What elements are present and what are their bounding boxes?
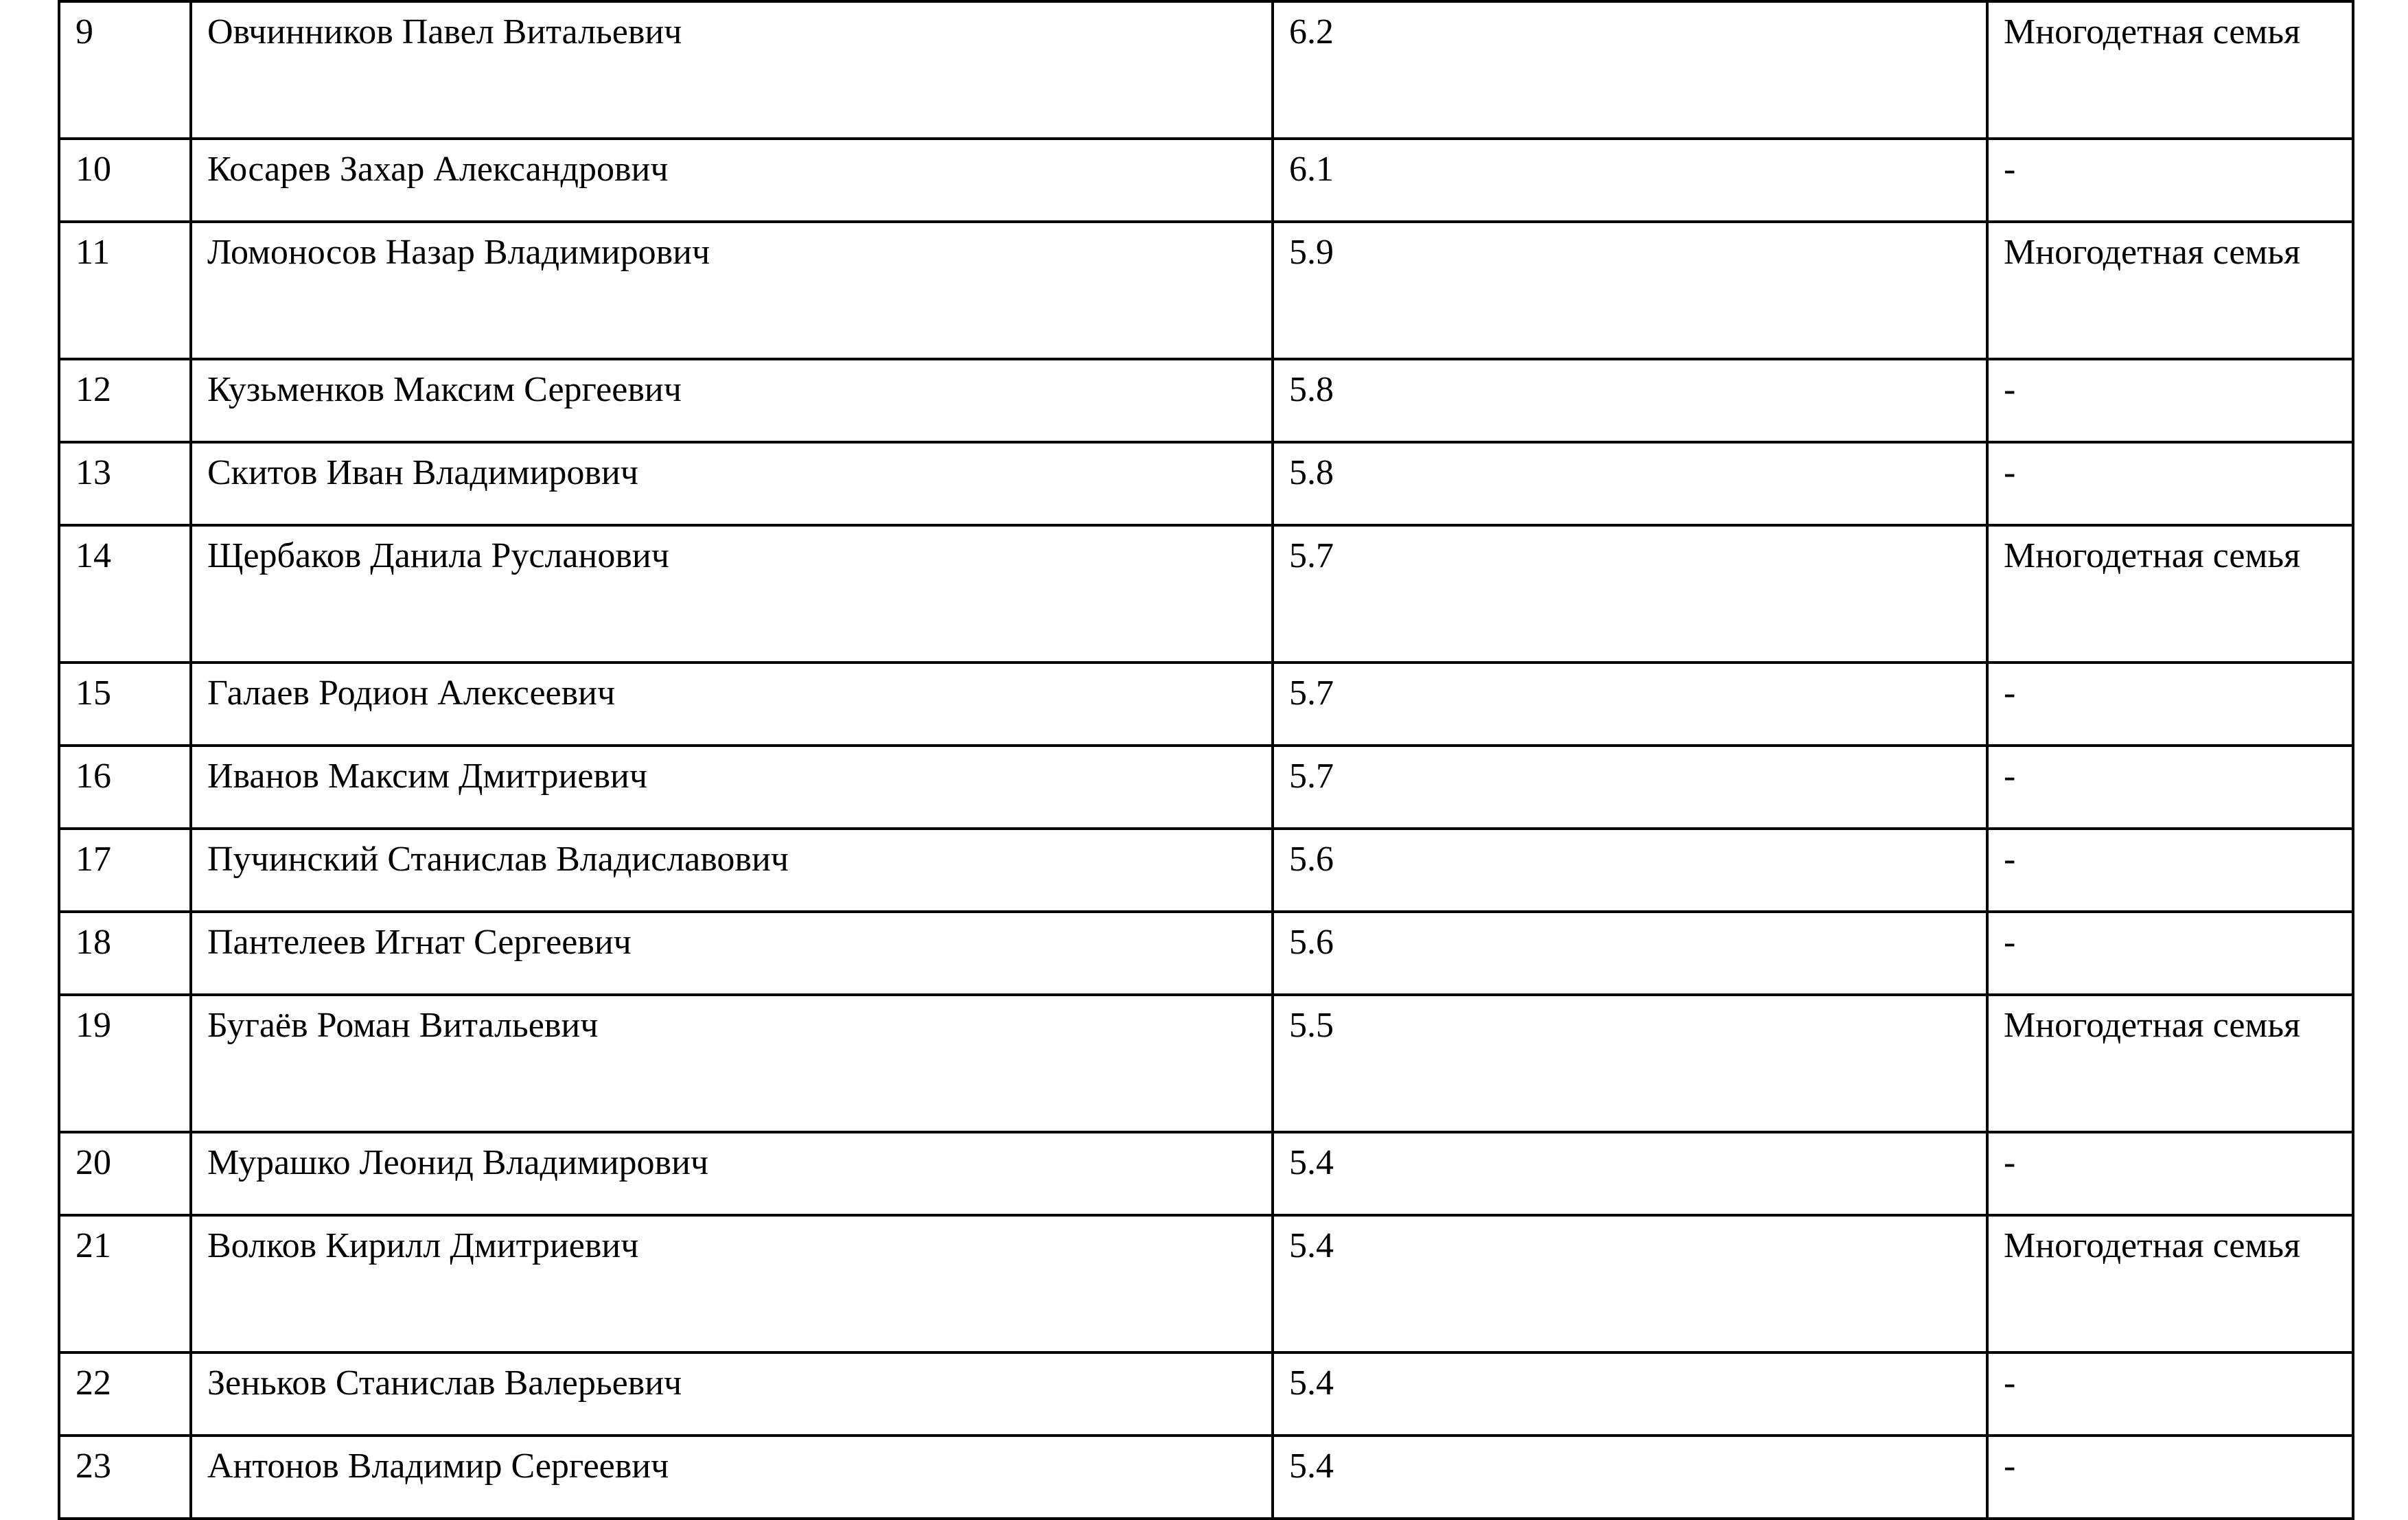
score-cell: 6.1 bbox=[1273, 139, 1987, 222]
note-cell: - bbox=[1987, 746, 2353, 829]
table-row bbox=[59, 525, 2353, 663]
score-cell: 5.8 bbox=[1273, 359, 1987, 442]
ranking-table bbox=[58, 0, 2354, 1520]
table-row bbox=[59, 663, 2353, 746]
score-cell: 6.2 bbox=[1273, 1, 1987, 139]
table-row bbox=[59, 829, 2353, 912]
full-name-cell: Бугаёв Роман Витальевич bbox=[191, 995, 1273, 1132]
score-cell: 5.7 bbox=[1273, 525, 1987, 663]
table-row bbox=[59, 139, 2353, 222]
full-name-cell: Зеньков Станислав Валерьевич bbox=[191, 1352, 1273, 1436]
note-cell: - bbox=[1987, 1352, 2353, 1436]
note-cell: - bbox=[1987, 359, 2353, 442]
row-number-cell: 22 bbox=[59, 1352, 191, 1436]
score-cell: 5.4 bbox=[1273, 1132, 1987, 1215]
table-row bbox=[59, 1352, 2353, 1436]
full-name-cell: Галаев Родион Алексеевич bbox=[191, 663, 1273, 746]
row-number-cell: 16 bbox=[59, 746, 191, 829]
table-row bbox=[59, 746, 2353, 829]
row-number-cell: 18 bbox=[59, 912, 191, 995]
score-cell: 5.4 bbox=[1273, 1352, 1987, 1436]
row-number-cell: 19 bbox=[59, 995, 191, 1132]
full-name-cell: Ломоносов Назар Владимирович bbox=[191, 222, 1273, 359]
note-cell: Многодетная семья bbox=[1987, 222, 2353, 359]
table-row bbox=[59, 1215, 2353, 1352]
row-number-cell: 13 bbox=[59, 442, 191, 525]
full-name-cell: Иванов Максим Дмитриевич bbox=[191, 746, 1273, 829]
full-name-cell: Антонов Владимир Сергеевич bbox=[191, 1436, 1273, 1519]
full-name-cell: Скитов Иван Владимирович bbox=[191, 442, 1273, 525]
full-name-cell: Пантелеев Игнат Сергеевич bbox=[191, 912, 1273, 995]
score-cell: 5.7 bbox=[1273, 746, 1987, 829]
table-row bbox=[59, 912, 2353, 995]
full-name-cell: Волков Кирилл Дмитриевич bbox=[191, 1215, 1273, 1352]
score-cell: 5.8 bbox=[1273, 442, 1987, 525]
table-row bbox=[59, 222, 2353, 359]
table-row bbox=[59, 359, 2353, 442]
score-cell: 5.4 bbox=[1273, 1436, 1987, 1519]
score-cell: 5.7 bbox=[1273, 663, 1987, 746]
row-number-cell: 21 bbox=[59, 1215, 191, 1352]
table-row bbox=[59, 442, 2353, 525]
row-number-cell: 14 bbox=[59, 525, 191, 663]
score-cell: 5.6 bbox=[1273, 829, 1987, 912]
note-cell: Многодетная семья bbox=[1987, 1, 2353, 139]
note-cell: - bbox=[1987, 912, 2353, 995]
table-row bbox=[59, 995, 2353, 1132]
score-cell: 5.9 bbox=[1273, 222, 1987, 359]
score-cell: 5.6 bbox=[1273, 912, 1987, 995]
score-cell: 5.5 bbox=[1273, 995, 1987, 1132]
ranking-table-body bbox=[59, 1, 2353, 1519]
note-cell: - bbox=[1987, 139, 2353, 222]
row-number-cell: 9 bbox=[59, 1, 191, 139]
row-number-cell: 15 bbox=[59, 663, 191, 746]
note-cell: Многодетная семья bbox=[1987, 1215, 2353, 1352]
note-cell: - bbox=[1987, 1436, 2353, 1519]
full-name-cell: Мурашко Леонид Владимирович bbox=[191, 1132, 1273, 1215]
row-number-cell: 11 bbox=[59, 222, 191, 359]
full-name-cell: Косарев Захар Александрович bbox=[191, 139, 1273, 222]
full-name-cell: Пучинский Станислав Владиславович bbox=[191, 829, 1273, 912]
row-number-cell: 17 bbox=[59, 829, 191, 912]
row-number-cell: 12 bbox=[59, 359, 191, 442]
table-row bbox=[59, 1132, 2353, 1215]
table-row bbox=[59, 1, 2353, 139]
score-cell: 5.4 bbox=[1273, 1215, 1987, 1352]
row-number-cell: 23 bbox=[59, 1436, 191, 1519]
table-row bbox=[59, 1436, 2353, 1519]
full-name-cell: Овчинников Павел Витальевич bbox=[191, 1, 1273, 139]
note-cell: - bbox=[1987, 663, 2353, 746]
note-cell: - bbox=[1987, 1132, 2353, 1215]
full-name-cell: Щербаков Данила Русланович bbox=[191, 525, 1273, 663]
row-number-cell: 20 bbox=[59, 1132, 191, 1215]
row-number-cell: 10 bbox=[59, 139, 191, 222]
full-name-cell: Кузьменков Максим Сергеевич bbox=[191, 359, 1273, 442]
note-cell: - bbox=[1987, 829, 2353, 912]
note-cell: Многодетная семья bbox=[1987, 525, 2353, 663]
note-cell: Многодетная семья bbox=[1987, 995, 2353, 1132]
note-cell: - bbox=[1987, 442, 2353, 525]
